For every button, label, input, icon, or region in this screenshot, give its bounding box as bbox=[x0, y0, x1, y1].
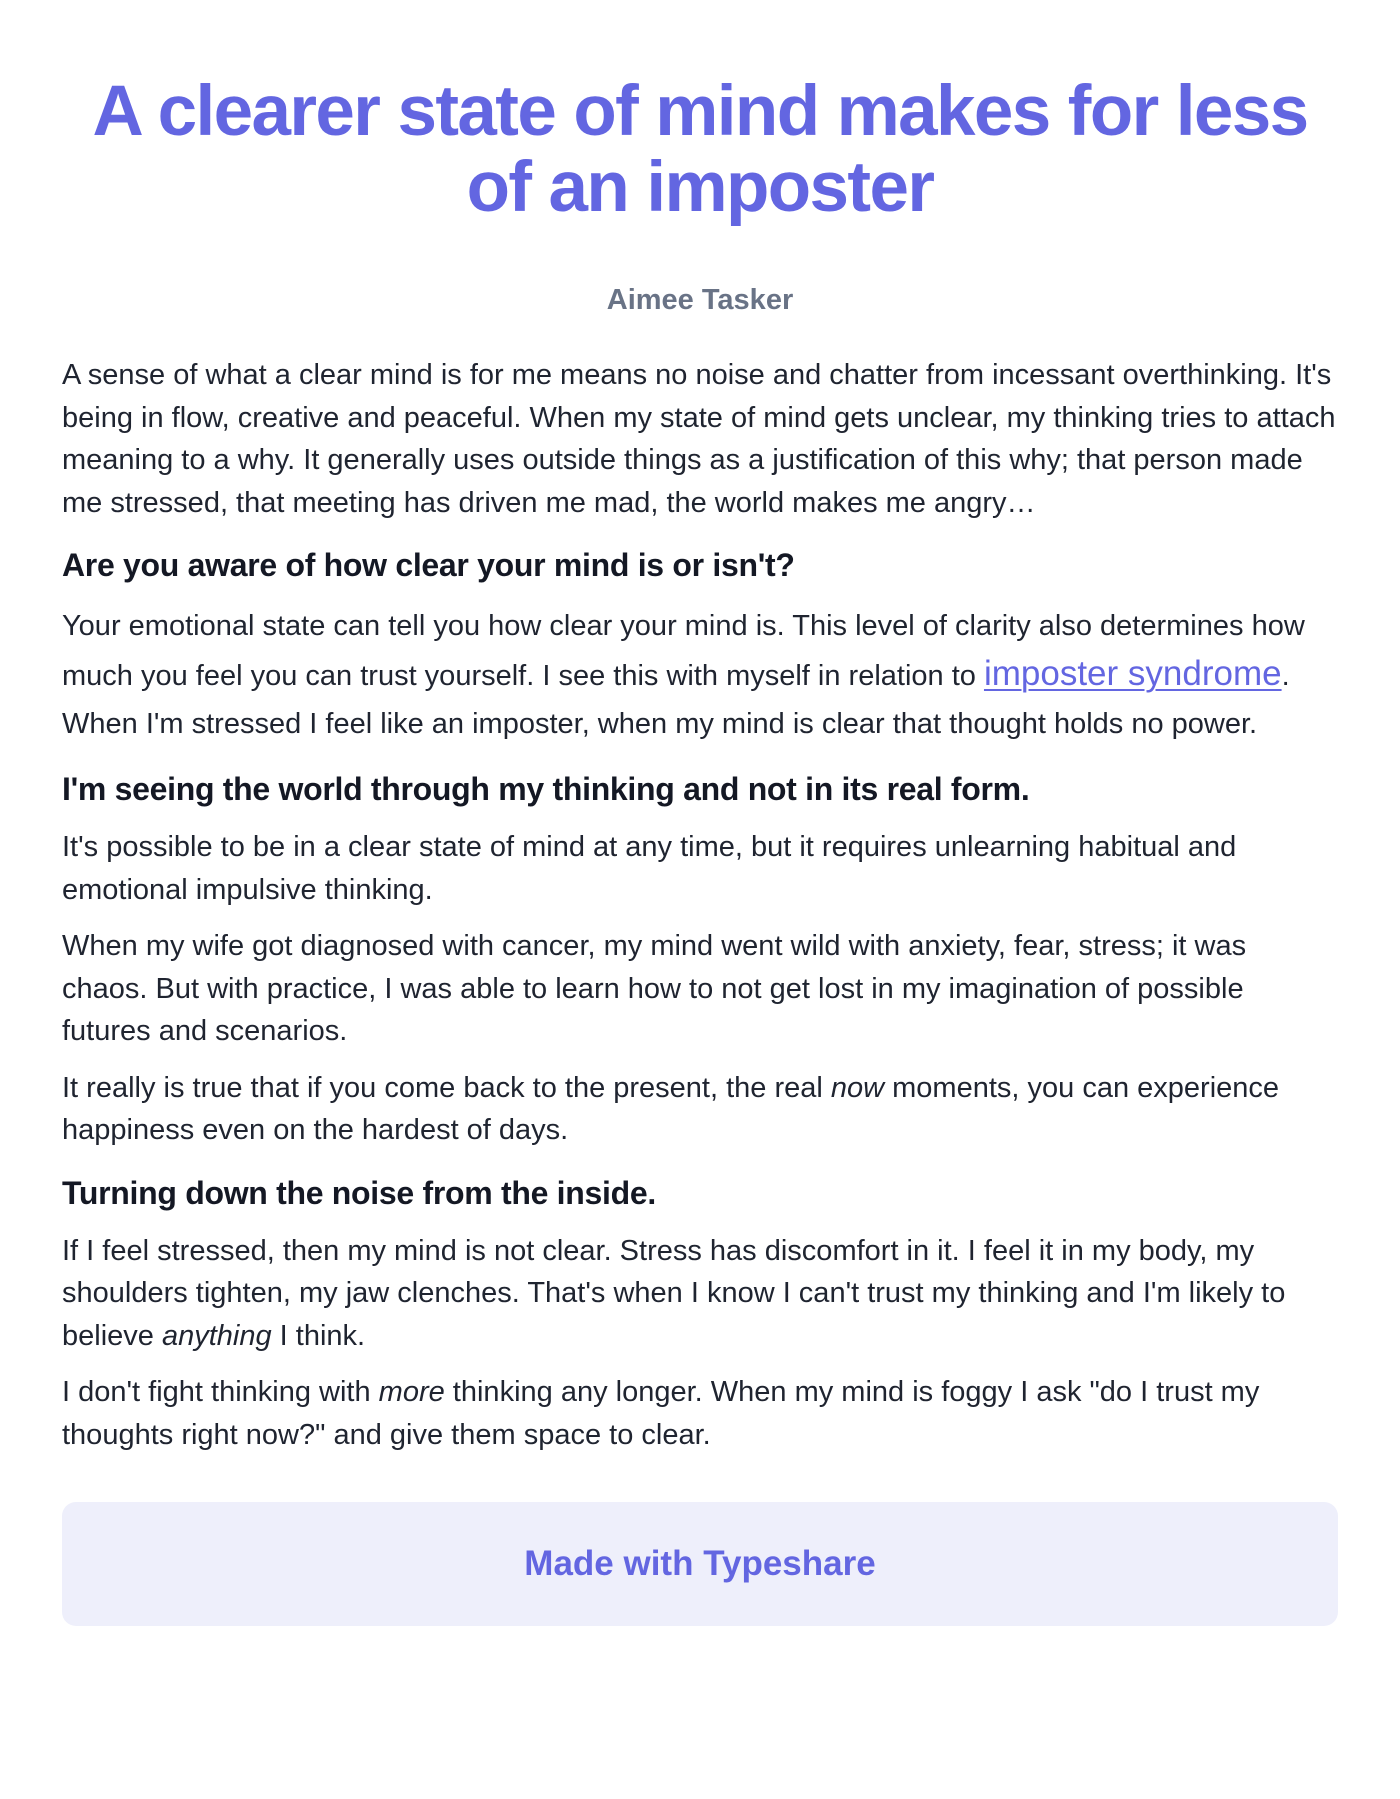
paragraph-7 bbox=[62, 1371, 1338, 1456]
paragraph-5-text-start: It really is true that if you come back to the present, the real bbox=[62, 1071, 831, 1104]
article-body bbox=[62, 354, 1338, 1456]
typeshare-footer[interactable] bbox=[62, 1502, 1338, 1626]
paragraph-3: It's possible to be in a clear state of mind at any time, but it requires unlearning habitual and emotional impulsive thinking. bbox=[62, 831, 1237, 906]
article-title: A clearer state of mind makes for less of an imposter bbox=[92, 72, 1308, 227]
paragraph-4: When my wife got diagnosed with cancer, my mind went wild with anxiety, fear, stress; it was chaos. But with practice, I was able to learn how to not get lost in my imagination of possible futures and scenarios. bbox=[62, 930, 1247, 1047]
paragraph-2 bbox=[62, 602, 1338, 748]
paragraph-7-text-end: thinking any longer. When my mind is foggy I ask "do I trust my thoughts right now?" and give them space to clear. bbox=[62, 1376, 1260, 1451]
heading-1: Are you aware of how clear your mind is or isn't? bbox=[62, 547, 795, 583]
paragraph-5-emphasis: now bbox=[830, 1071, 885, 1104]
paragraph-6 bbox=[62, 1230, 1338, 1358]
paragraph-6-emphasis: anything bbox=[161, 1319, 272, 1352]
paragraph-7-text-start: I don't fight thinking with bbox=[62, 1376, 379, 1408]
paragraph-5 bbox=[62, 1067, 1338, 1152]
paragraph-7-emphasis: more bbox=[378, 1376, 445, 1408]
paragraph-5-text-end: moments, you can experience happiness even on the hardest of days. bbox=[62, 1071, 1280, 1146]
paragraph-6-text-end: I think. bbox=[271, 1319, 366, 1352]
imposter-syndrome-link[interactable]: imposter syndrome bbox=[983, 654, 1282, 693]
paragraph-6-text-start: If I feel stressed, then my mind is not clear. Stress has discomfort in it. I feel it in my body, my shoulders tighten, my jaw clenches. That's when I know I can't trust my thinking and I'm likely to believe bbox=[62, 1234, 1286, 1352]
paragraph-1: A sense of what a clear mind is for me means no noise and chatter from incessant overthinking. It's being in flow, creative and peaceful. When my state of mind gets unclear, my thinking tries to attach meaning to a why. It generally uses outside things as a justification of this why; that person made me stressed, that meeting has driven me mad, the world makes me angry… bbox=[62, 359, 1336, 519]
heading-2: I'm seeing the world through my thinking and not in its real form. bbox=[62, 771, 1030, 807]
paragraph-2-text-start: Your emotional state can tell you how clear your mind is. This level of clarity also determines how much you feel you can trust yourself. I see this with myself in relation to bbox=[62, 610, 1305, 692]
author-name: Aimee Tasker bbox=[606, 284, 794, 316]
heading-3: Turning down the noise from the inside. bbox=[62, 1174, 656, 1211]
paragraph-2-text-end: . When I'm stressed I feel like an imposter, when my mind is clear that thought holds no power. bbox=[62, 660, 1290, 740]
made-with-typeshare-link[interactable]: Made with Typeshare bbox=[524, 1544, 876, 1583]
